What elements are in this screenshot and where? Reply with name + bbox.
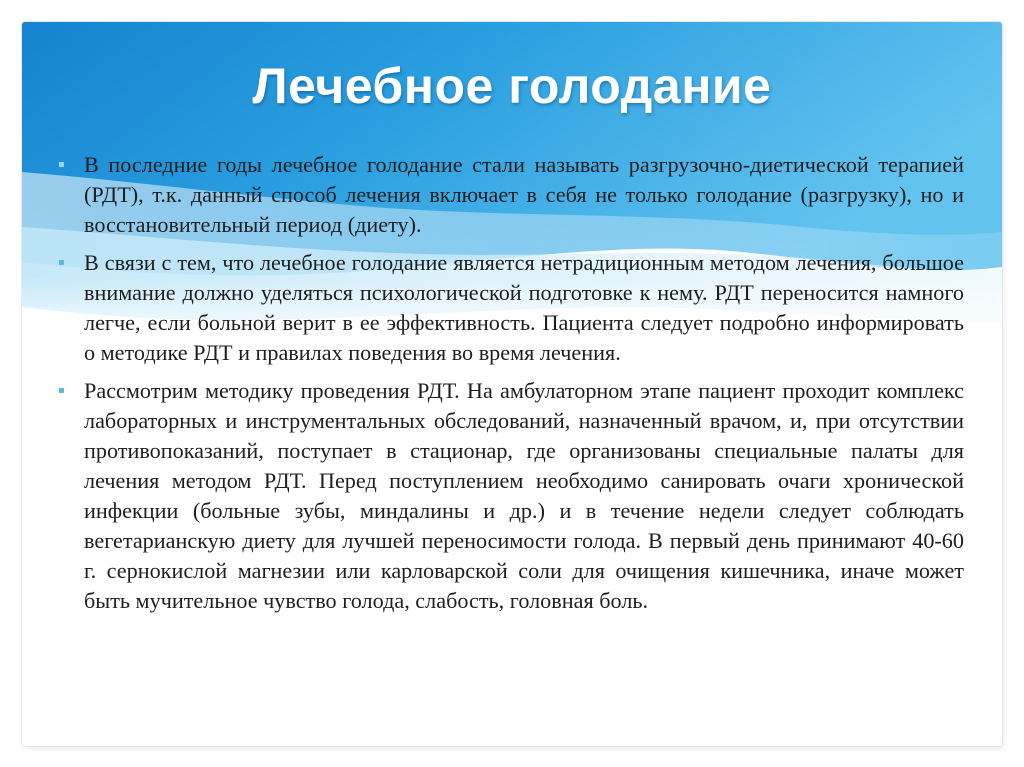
bullet-square-icon: ▪ <box>58 257 65 268</box>
bullet-square-icon: ▪ <box>58 159 65 170</box>
slide-frame <box>22 22 1002 746</box>
bullet-item <box>58 376 964 616</box>
bullet-item <box>58 248 964 368</box>
bullet-square-icon: ▪ <box>58 385 65 396</box>
bullet-item <box>58 150 964 240</box>
slide-content <box>58 150 964 624</box>
bullet-text: В связи с тем, что лечебное голодание является нетрадиционным методом лечения, большое внимание должно уделяться психологической подготовке к нему. РДТ переносится намного легче, если больной верит в ее эффективность. Пациента следует подробно информировать о методике РДТ и правилах поведения во время лечения. <box>84 250 964 365</box>
slide-title: Лечебное голодание <box>252 58 772 114</box>
bullet-text: В последние годы лечебное голодание стали называть разгрузочно-диетической терапией (РДТ), т.к. данный способ лечения включает в себя не только голодание (разгрузку), но и восстановительный период (диету). <box>84 152 964 237</box>
bullet-text: Рассмотрим методику проведения РДТ. На амбулаторном этапе пациент проходит комплекс лабораторных и инструментальных обследований, назначенный врачом, и, при отсутствии противопоказаний, поступает в стационар, где организованы специальные палаты для лечения методом РДТ. Перед поступлением необходимо санировать очаги хронической инфекции (больные зубы, миндалины и др.) и в течение недели следует соблюдать вегетарианскую диету для лучшей переносимости голода. В первый день принимают 40-60 г. сернокислой магнезии или карловарской соли для очищения кишечника, иначе может быть мучительное чувство голода, слабость, головная боль. <box>84 378 964 613</box>
